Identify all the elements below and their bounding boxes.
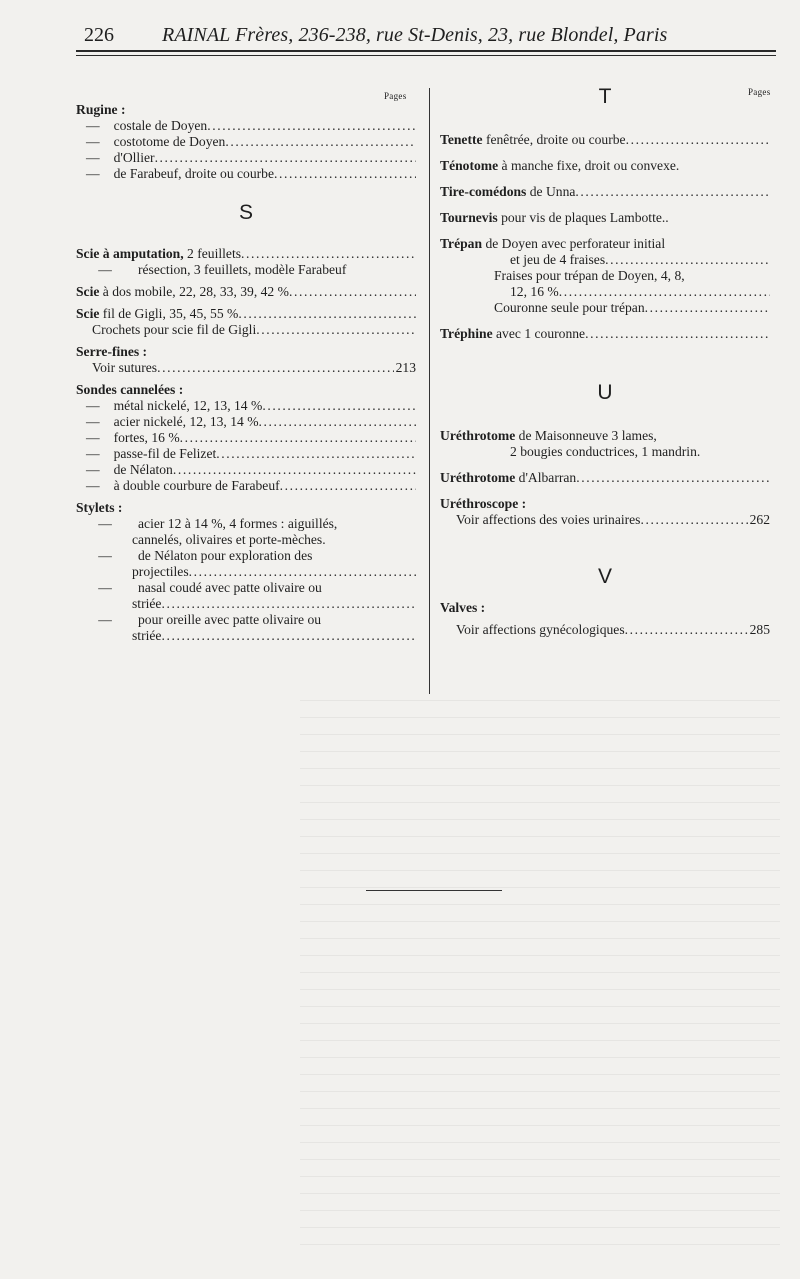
entry-fraises-trepan-cont: 12, 16 % ..... [440, 284, 770, 300]
section-letter-t: T [598, 85, 612, 108]
stylets-acier-cont: cannelés, olivaires et porte-mèches. [132, 532, 326, 547]
stylets-oreille: — pour oreille avec patte olivaire ou [98, 612, 322, 627]
pages-label-left: Pages [384, 91, 407, 101]
entry-scie-resection: — résection, 3 feuillets, modèle Farabeuf [98, 262, 347, 277]
serre-fines-heading: Serre-fines : [76, 344, 148, 359]
bleed-through-texture [300, 700, 780, 1260]
entry-tenette: Tenette fenêtrée, droite ou courbe ..... [440, 132, 770, 148]
valves-voir: Voir affections gynécologiques ..... 285 [440, 622, 770, 638]
entry-tournevis: Tournevis pour vis de plaques Lambotte.. [440, 210, 669, 225]
left-column [76, 84, 416, 644]
stylets-nelaton-cont: projectiles ..... [76, 564, 416, 580]
entry-urethrotome-maisonneuve: Uréthrotome de Maisonneuve 3 lames, [440, 428, 657, 443]
urethroscope-heading: Uréthroscope : [440, 496, 527, 511]
sondes-heading: Sondes cannelées : [76, 382, 184, 397]
stylets-nelaton: — de Nélaton pour exploration des [98, 548, 313, 563]
section-letter-v: V [597, 565, 612, 588]
page-number: 226 [84, 24, 114, 46]
sondes-item: — acier nickelé, 12, 13, 14 % ..... [76, 414, 416, 430]
entry-couronne: Couronne seule pour trépan ..... [440, 300, 770, 316]
section-letter-u: U [597, 381, 613, 404]
sondes-item: — à double courbure de Farabeuf ..... [76, 478, 416, 494]
entry-fraises-trepan: Fraises pour trépan de Doyen, 4, 8, [494, 268, 685, 283]
entry-urethrotome-maisonneuve-cont: 2 bougies conductrices, 1 mandrin. [510, 444, 701, 459]
entry-scie-dos-mobile: Scie à dos mobile, 22, 28, 33, 39, 42 % ..... [76, 284, 416, 300]
stylets-heading: Stylets : [76, 500, 123, 515]
pages-label-right: Pages [748, 87, 771, 97]
rugine-item-farabeuf: — de Farabeuf, droite ou courbe ..... [76, 166, 416, 182]
page-ref: 213 [395, 360, 416, 375]
entry-tire-comedons: Tire-comédons de Unna ..... [440, 184, 770, 200]
section-letter-s: S [238, 201, 253, 224]
sondes-item: — de Nélaton ..... [76, 462, 416, 478]
sondes-item: — passe-fil de Felizet ..... [76, 446, 416, 462]
entry-crochets: Crochets pour scie fil de Gigli ..... [76, 322, 416, 338]
serre-fines-voir-sutures: Voir sutures ..... 213 [76, 360, 416, 376]
stylets-oreille-cont: striée ..... [76, 628, 416, 644]
header-rule-thin [76, 55, 776, 56]
sondes-item: — fortes, 16 % ..... [76, 430, 416, 446]
page-ref: 285 [749, 622, 770, 637]
end-rule [366, 890, 502, 891]
entry-trepan: Trépan de Doyen avec perforateur initial [440, 236, 666, 251]
stylets-acier: — acier 12 à 14 %, 4 formes : aiguillés, [98, 516, 338, 531]
rugine-heading: Rugine : [76, 102, 126, 117]
valves-heading: Valves : [440, 600, 486, 615]
urethroscope-voir: Voir affections des voies urinaires ..... 262 [440, 512, 770, 528]
entry-trephine: Tréphine avec 1 couronne ..... [440, 326, 770, 342]
entry-scie-fil-gigli: Scie fil de Gigli, 35, 45, 55 % ..... [76, 306, 416, 322]
rugine-item-costale: — costale de Doyen ..... [76, 118, 416, 134]
entry-scie-amputation: Scie à amputation, 2 feuillets ..... [76, 246, 416, 262]
entry-urethrotome-albarran: Uréthrotome d'Albarran ..... [440, 470, 770, 486]
page-header [84, 24, 774, 52]
entry-trepan-fraises: et jeu de 4 fraises ..... [440, 252, 770, 268]
stylets-nasal-cont: striée ..... [76, 596, 416, 612]
rugine-item-costotome: — costotome de Doyen ..... [76, 134, 416, 150]
entry-tenotome: Ténotome à manche fixe, droit ou convexe. [440, 158, 680, 173]
page-ref: 262 [749, 512, 770, 527]
stylets-nasal: — nasal coudé avec patte olivaire ou [98, 580, 322, 595]
sondes-item: — métal nickelé, 12, 13, 14 % ..... [76, 398, 416, 414]
column-divider [429, 88, 430, 694]
right-column [440, 84, 770, 638]
running-title: RAINAL Frères, 236-238, rue St-Denis, 23, rue Blondel, Paris [162, 24, 668, 46]
header-rule-thick [76, 50, 776, 52]
rugine-item-ollier: — d'Ollier ..... [76, 150, 416, 166]
